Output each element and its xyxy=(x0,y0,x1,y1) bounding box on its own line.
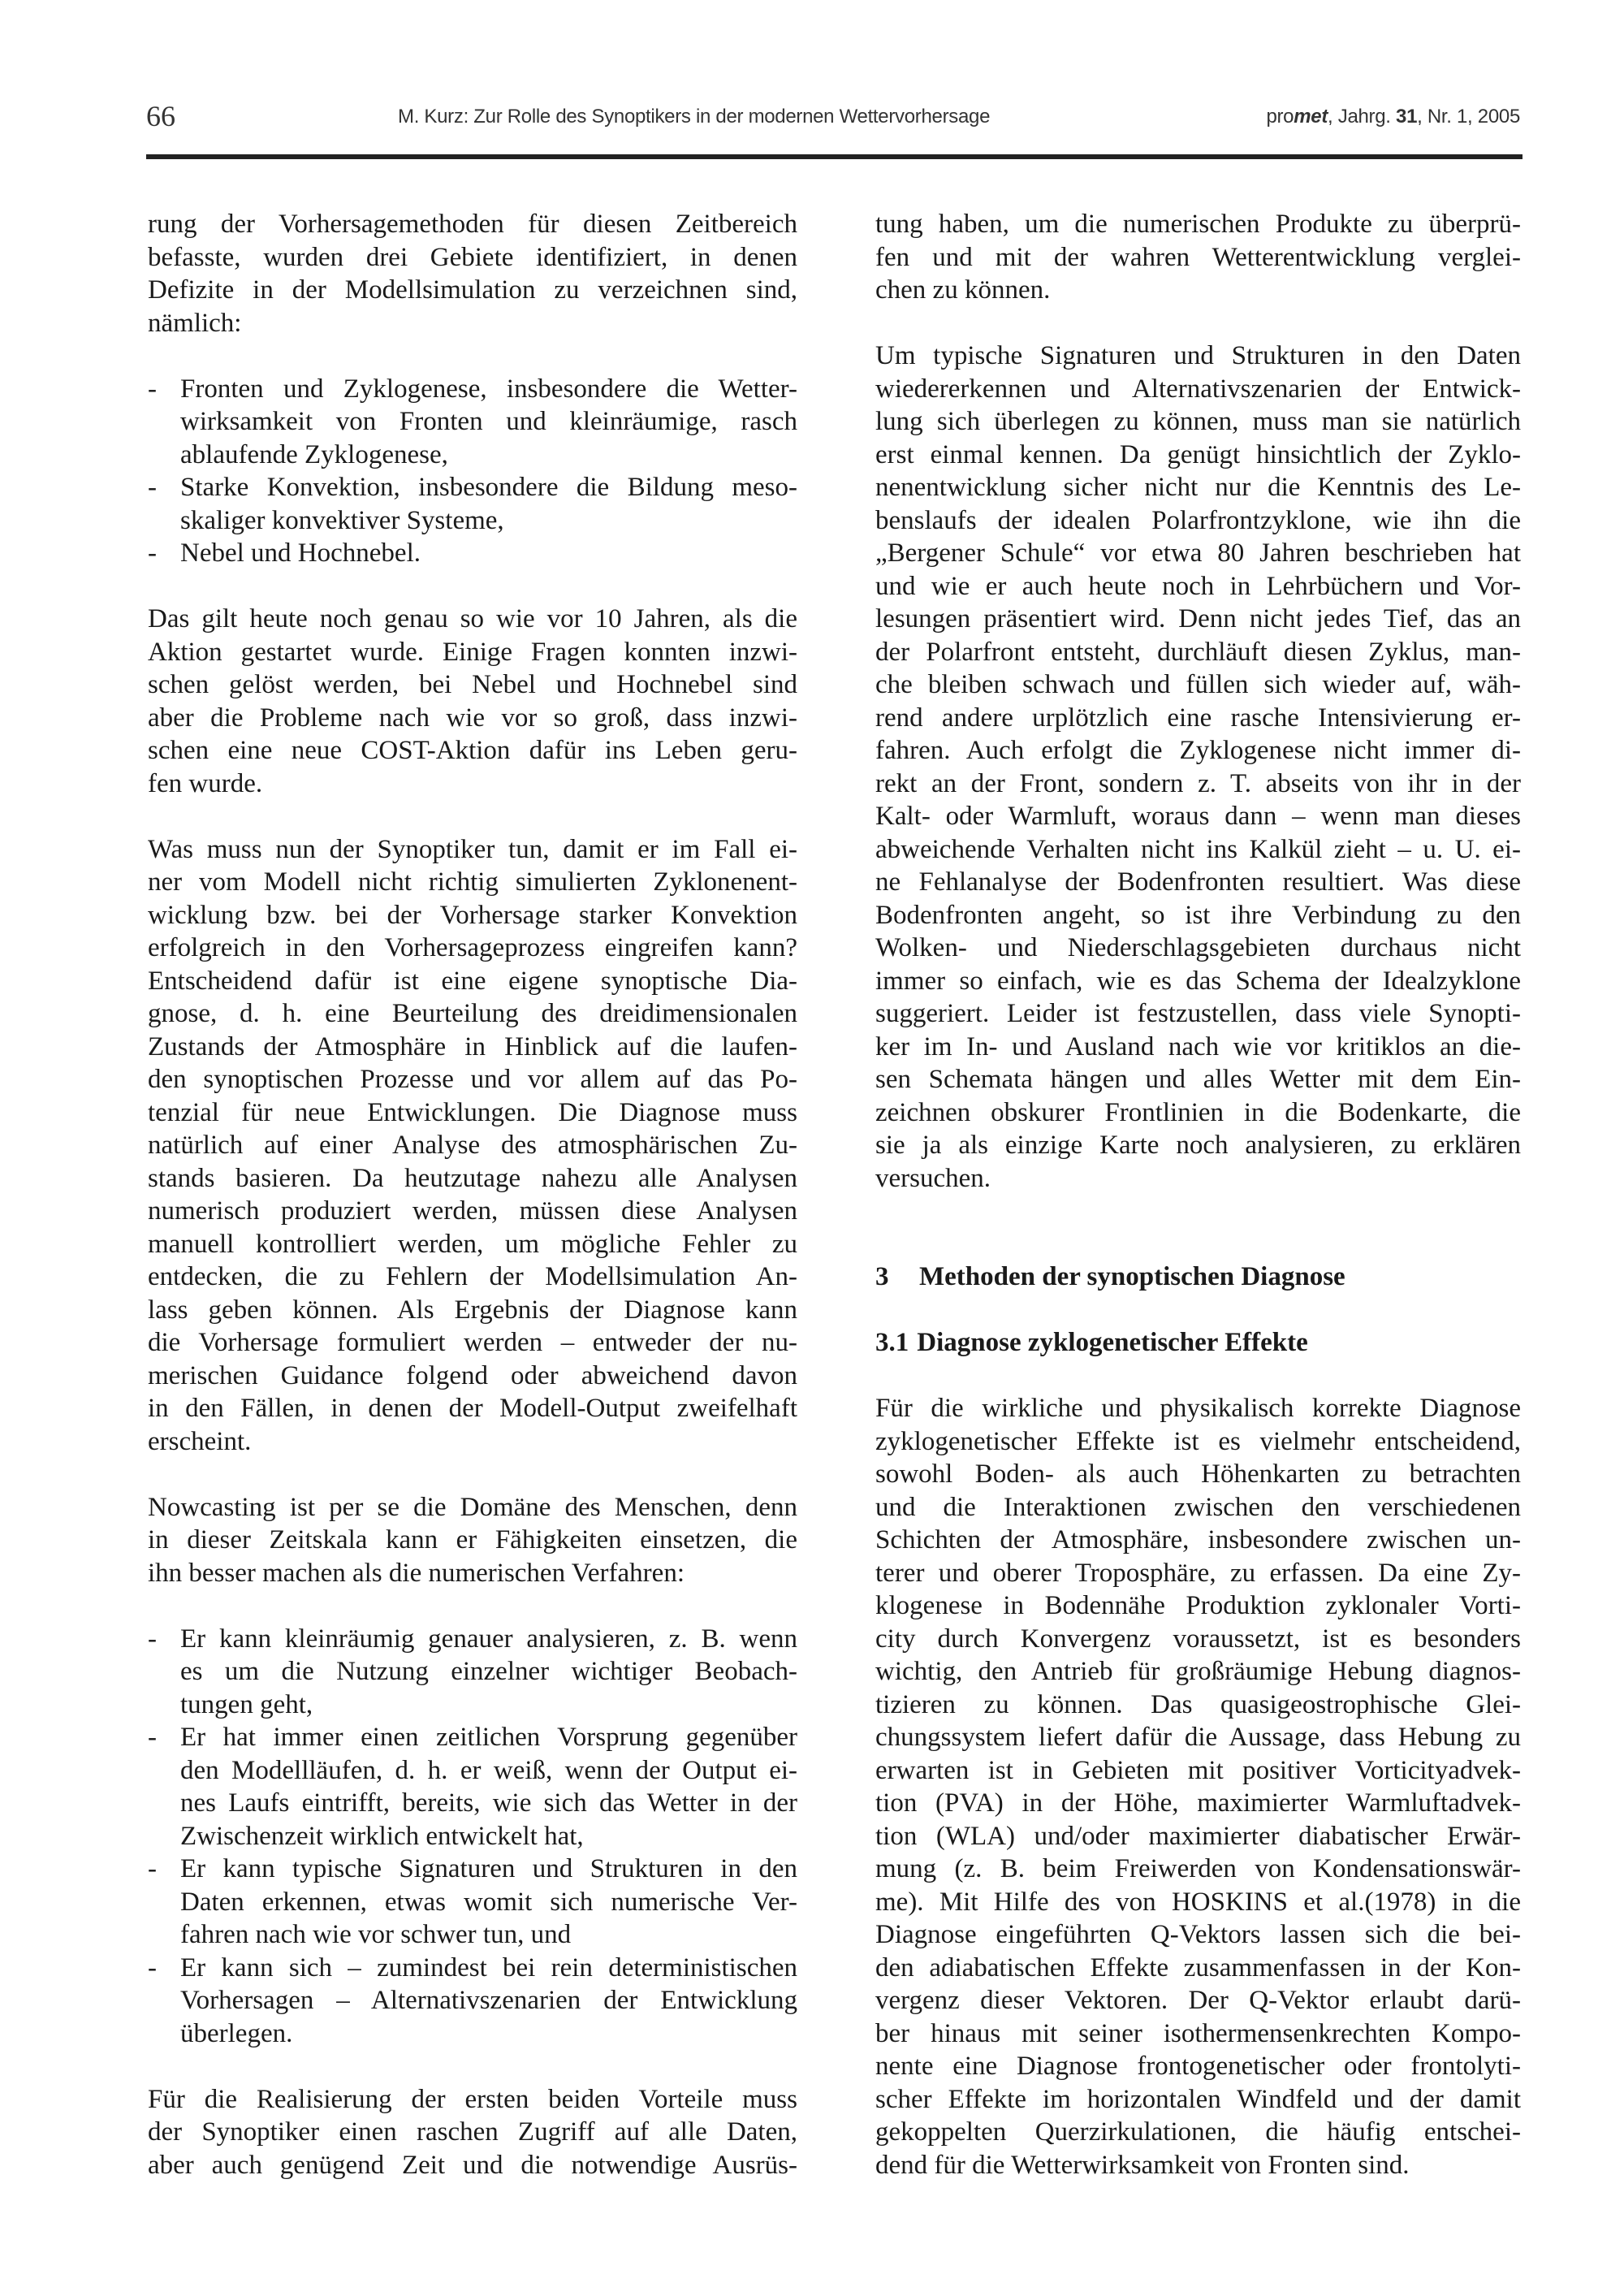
list-bullet: - xyxy=(148,1952,157,1983)
text-line: Entscheidend dafür ist eine eigene synoptische Dia- xyxy=(148,966,797,996)
page-number: 66 xyxy=(146,100,175,132)
text-line: Das gilt heute noch genau so wie vor 10 Jahren, als die xyxy=(148,604,797,633)
text-line: zeichnen obskurer Frontlinien in die Bodenkarte, die xyxy=(875,1097,1521,1127)
running-header xyxy=(0,100,1624,136)
text-line: wirksamkeit von Fronten und kleinräumige, rasch xyxy=(180,407,797,436)
text-line: merischen Guidance folgend oder abweichend davon xyxy=(148,1360,797,1390)
text-line: skaliger konvektiver Systeme, xyxy=(180,505,504,535)
text-line: fahren. Auch erfolgt die Zyklogenese nicht immer di- xyxy=(875,736,1521,765)
text-line: erwarten ist in Gebieten mit positiver Vorticityadvek- xyxy=(875,1755,1521,1785)
text-line: natürlich auf einer Analyse des atmosphärischen Zu- xyxy=(148,1131,797,1160)
paragraph-gap xyxy=(148,1589,797,1623)
text-line: tizieren zu können. Das quasigeostrophische Glei- xyxy=(875,1689,1521,1719)
heading-number: 3 xyxy=(875,1262,889,1291)
text-line: Was muss nun der Synoptiker tun, damit er im Fall ei- xyxy=(148,834,797,864)
journal-name-met: met xyxy=(1294,106,1328,128)
text-line: Bodenfronten angeht, so ist ihre Verbindung zu den xyxy=(875,900,1521,930)
text-line: suggeriert. Leider ist festzustellen, dass viele Synopti- xyxy=(875,999,1521,1028)
text-line: den adiabatischen Effekte zusammenfassen in der Kon- xyxy=(875,1952,1521,1983)
text-line: nes Laufs eintrifft, bereits, wie sich das Wetter in der xyxy=(180,1788,797,1818)
paragraph xyxy=(148,2083,797,2182)
text-line: klogenese in Bodennähe Produktion zyklonaler Vorti- xyxy=(875,1591,1521,1620)
text-line: vergenz dieser Vektoren. Der Q-Vektor erlaubt darü- xyxy=(875,1986,1521,2015)
text-line: Fronten und Zyklogenese, insbesondere die Wetter- xyxy=(180,374,797,404)
running-title: M. Kurz: Zur Rolle des Synoptikers in der modernen Wettervorhersage xyxy=(398,106,991,128)
list-bullet: - xyxy=(148,473,157,502)
text-line: abweichende Verhalten nicht ins Kalkül zieht – u. U. ei- xyxy=(875,834,1521,864)
text-line: Er hat immer einen zeitlichen Vorsprung gegenüber xyxy=(180,1723,797,1752)
text-line: mung (z. B. beim Freiwerden von Kondensationswär- xyxy=(875,1854,1521,1883)
text-line: erfolgreich in den Vorhersageprozess eingreifen kann? xyxy=(148,933,797,962)
paragraph xyxy=(875,1392,1521,2181)
text-line: lesungen präsentiert wird. Denn nicht jedes Tief, das an xyxy=(875,604,1521,633)
list-bullet: - xyxy=(148,374,157,404)
text-line: chen zu können. xyxy=(875,275,1051,305)
text-line: erscheint. xyxy=(148,1426,252,1456)
text-line: gekoppelten Querzirkulationen, die häufig entschei- xyxy=(875,2117,1521,2147)
text-line: ber hinaus mit seiner isothermensenkrechten Kompo- xyxy=(875,2018,1521,2048)
list-item xyxy=(148,1721,797,1853)
paragraph-gap xyxy=(875,1360,1521,1393)
journal-name-pro: pro xyxy=(1266,106,1294,128)
text-line: tion (PVA) in der Höhe, maximierter Warmluftadvek- xyxy=(875,1788,1521,1818)
text-line: terer und oberer Troposphäre, zu erfassen. Da eine Zy- xyxy=(875,1558,1521,1588)
text-line: ihn besser machen als die numerischen Verfahren: xyxy=(148,1558,685,1588)
text-line: Starke Konvektion, insbesondere die Bildung meso- xyxy=(180,473,797,502)
list-item xyxy=(148,1623,797,1722)
text-line: Vorhersagen – Alternativszenarien der Entwicklung xyxy=(180,1986,797,2015)
text-line: den synoptischen Prozesse und vor allem auf das Po- xyxy=(148,1065,797,1094)
text-line: city durch Konvergenz voraussetzt, ist es besonders xyxy=(875,1624,1521,1654)
text-line: Um typische Signaturen und Strukturen in den Daten xyxy=(875,341,1521,370)
right-column xyxy=(875,208,1521,2181)
section-heading xyxy=(875,1260,1521,1294)
text-line: nämlich: xyxy=(148,308,242,338)
list-item xyxy=(148,1952,797,2051)
text-line: lass geben können. Als Ergebnis der Diagnose kann xyxy=(148,1295,797,1325)
text-line: fahren nach wie vor schwer tun, und xyxy=(180,1920,572,1949)
text-line: tung haben, um die numerischen Produkte zu überprü- xyxy=(875,210,1521,239)
text-line: wichtig, den Antrieb für großräumige Hebung diagnos- xyxy=(875,1657,1521,1686)
text-line: wicklung bzw. bei der Vorhersage starker Konvektion xyxy=(148,900,797,930)
text-line: Wolken- und Niederschlagsgebieten durchaus nicht xyxy=(875,933,1521,962)
text-line: die Vorhersage formuliert werden – entweder der nu- xyxy=(148,1328,797,1357)
text-line: fen und mit der wahren Wetterentwicklung verglei- xyxy=(875,242,1521,272)
text-line: tenzial für neue Entwicklungen. Die Diagnose muss xyxy=(148,1097,797,1127)
list-item xyxy=(148,471,797,537)
text-line: „Bergener Schule“ vor etwa 80 Jahren beschrieben hat xyxy=(875,538,1521,568)
paragraph xyxy=(148,833,797,1459)
text-line: scher Effekte im horizontalen Windfeld und der damit xyxy=(875,2084,1521,2114)
text-line: chungssystem liefert dafür die Aussage, dass Hebung zu xyxy=(875,1723,1521,1752)
text-line: aber auch genügend Zeit und die notwendige Ausrüs- xyxy=(148,2150,797,2180)
text-line: entdecken, die zu Fehlern der Modellsimulation An- xyxy=(148,1262,797,1291)
text-line: Zustands der Atmosphäre in Hinblick auf die laufen- xyxy=(148,1031,797,1062)
paragraph-gap xyxy=(875,307,1521,340)
text-line: ker im In- und Ausland nach wie vor kritiklos an die- xyxy=(875,1031,1521,1062)
list-item xyxy=(148,373,797,472)
text-line: der Polarfront entsteht, durchläuft diesen Zyklus, man- xyxy=(875,637,1521,667)
text-line: versuchen. xyxy=(875,1163,991,1193)
text-line: den Modellläufen, d. h. er weiß, wenn der Output ei- xyxy=(180,1755,797,1785)
text-line: rend andere urplötzlich eine rasche Intensivierung er- xyxy=(875,703,1521,733)
journal-citation xyxy=(1266,106,1520,128)
list-item xyxy=(148,537,797,570)
text-line: ner vom Modell nicht richtig simulierten Zyklonenent- xyxy=(148,867,797,897)
journal-issue: , Nr. 1, 2005 xyxy=(1417,106,1520,128)
list-item xyxy=(148,1853,797,1952)
text-line: Nowcasting ist per se die Domäne des Menschen, denn xyxy=(148,1492,797,1522)
paragraph-gap xyxy=(875,1294,1521,1327)
journal-volume: 31 xyxy=(1396,106,1418,128)
text-line: che bleiben schwach und füllen sich wieder auf, wäh- xyxy=(875,670,1521,699)
text-line: dend für die Wetterwirksamkeit von Fronten sind. xyxy=(875,2150,1410,2180)
paragraph-gap xyxy=(148,570,797,603)
text-line: rekt an der Front, sondern z. T. abseits von ihr in der xyxy=(875,768,1521,798)
paragraph xyxy=(875,208,1521,307)
paragraph xyxy=(875,339,1521,1195)
text-line: lung sich überlegen zu können, muss man sie natürlich xyxy=(875,407,1521,436)
text-line: sie ja als einzige Karte noch analysieren, zu erklären xyxy=(875,1131,1521,1160)
text-line: me). Mit Hilfe des von HOSKINS et al.(1978) in die xyxy=(875,1887,1521,1917)
heading-title: Methoden der synoptischen Diagnose xyxy=(919,1262,1345,1291)
list-bullet: - xyxy=(148,1854,157,1883)
paragraph-gap xyxy=(148,800,797,833)
text-line: der Synoptiker einen raschen Zugriff auf alle Daten, xyxy=(148,2117,797,2147)
text-line: es um die Nutzung einzelner wichtiger Beobach- xyxy=(180,1657,797,1686)
text-line: Daten erkennen, etwas womit sich numerische Ver- xyxy=(180,1887,797,1917)
text-line: Er kann typische Signaturen und Strukturen in den xyxy=(180,1854,797,1883)
text-line: immer so einfach, wie es das Schema der Idealzyklone xyxy=(875,966,1521,996)
text-line: sen Schemata hängen und alles Wetter mit dem Ein- xyxy=(875,1065,1521,1094)
heading-title: Diagnose zyklogenetischer Effekte xyxy=(917,1328,1308,1357)
text-line: numerisch produziert werden, müssen diese Analysen xyxy=(148,1196,797,1226)
text-line: tion (WLA) und/oder maximierter diabatischer Erwär- xyxy=(875,1821,1521,1851)
text-line: Für die wirkliche und physikalisch korrekte Diagnose xyxy=(875,1394,1521,1423)
paragraph-gap xyxy=(875,1228,1521,1261)
text-line: und die Interaktionen zwischen den verschiedenen xyxy=(875,1492,1521,1522)
text-line: aber die Probleme nach wie vor so groß, dass inzwi- xyxy=(148,703,797,733)
paragraph xyxy=(148,1491,797,1590)
left-column xyxy=(148,208,797,2181)
text-line: zyklogenetischer Effekte ist es vielmehr entscheidend, xyxy=(875,1426,1521,1456)
text-line: fen wurde. xyxy=(148,768,263,798)
text-line: manuell kontrolliert werden, um mögliche Fehler zu xyxy=(148,1229,797,1259)
text-line: benslaufs der idealen Polarfrontzyklone, wie ihn die xyxy=(875,505,1521,535)
text-line: nenentwicklung sicher nicht nur die Kenntnis des Le- xyxy=(875,473,1521,502)
paragraph-gap xyxy=(148,339,797,373)
text-line: Für die Realisierung der ersten beiden Vorteile muss xyxy=(148,2084,797,2114)
text-line: Diagnose eingeführten Q-Vektors lassen sich die bei- xyxy=(875,1920,1521,1949)
text-line: gnose, d. h. eine Beurteilung des dreidimensionalen xyxy=(148,999,797,1028)
text-line: ne Fehlanalyse der Bodenfronten resultiert. Was diese xyxy=(875,867,1521,897)
text-line: und wie er auch heute noch in Lehrbüchern und Vor- xyxy=(875,571,1521,601)
paragraph xyxy=(148,603,797,800)
text-line: in den Fällen, in denen der Modell-Output zweifelhaft xyxy=(148,1394,797,1423)
text-line: tungen geht, xyxy=(180,1689,313,1719)
text-line: wiedererkennen und Alternativszenarien der Entwick- xyxy=(875,374,1521,404)
list-bullet: - xyxy=(148,1624,157,1654)
text-line: Er kann sich – zumindest bei rein deterministischen xyxy=(180,1952,797,1983)
paragraph xyxy=(148,208,797,339)
text-line: sowohl Boden- als auch Höhenkarten zu betrachten xyxy=(875,1459,1521,1489)
text-line: Nebel und Hochnebel. xyxy=(180,538,421,568)
text-line: schen eine neue COST-Aktion dafür ins Leben geru- xyxy=(148,736,797,765)
text-line: rung der Vorhersagemethoden für diesen Zeitbereich xyxy=(148,210,797,239)
list-bullet: - xyxy=(148,1723,157,1752)
text-line: ablaufende Zyklogenese, xyxy=(180,439,448,469)
journal-year-label: , Jahrg. xyxy=(1328,106,1397,128)
paragraph-gap xyxy=(148,1458,797,1491)
heading-number: 3.1 xyxy=(875,1328,909,1357)
text-line: erst einmal kennen. Da genügt hinsichtlich der Zyklo- xyxy=(875,439,1521,469)
text-line: in dieser Zeitskala kann er Fähigkeiten einsetzen, die xyxy=(148,1525,797,1554)
text-line: Defizite in der Modellsimulation zu verzeichnen sind, xyxy=(148,275,797,305)
text-line: Schichten der Atmosphäre, insbesondere zwischen un- xyxy=(875,1525,1521,1554)
text-line: nente eine Diagnose frontogenetischer oder frontolyti- xyxy=(875,2052,1521,2081)
subsection-heading xyxy=(875,1326,1521,1360)
text-line: Aktion gestartet wurde. Einige Fragen konnten inzwi- xyxy=(148,637,797,667)
text-line: Er kann kleinräumig genauer analysieren, z. B. wenn xyxy=(180,1624,797,1654)
text-line: stands basieren. Da heutzutage nahezu alle Analysen xyxy=(148,1163,797,1193)
text-line: überlegen. xyxy=(180,2018,293,2048)
text-line: schen gelöst werden, bei Nebel und Hochnebel sind xyxy=(148,670,797,699)
text-line: Kalt- oder Warmluft, woraus dann – wenn man dieses xyxy=(875,802,1521,831)
text-line: Zwischenzeit wirklich entwickelt hat, xyxy=(180,1821,584,1851)
paragraph-gap xyxy=(875,1195,1521,1228)
header-rule xyxy=(146,154,1522,159)
text-line: befasste, wurden drei Gebiete identifiziert, in denen xyxy=(148,242,797,272)
paragraph-gap xyxy=(148,2050,797,2083)
list-bullet: - xyxy=(148,538,157,568)
